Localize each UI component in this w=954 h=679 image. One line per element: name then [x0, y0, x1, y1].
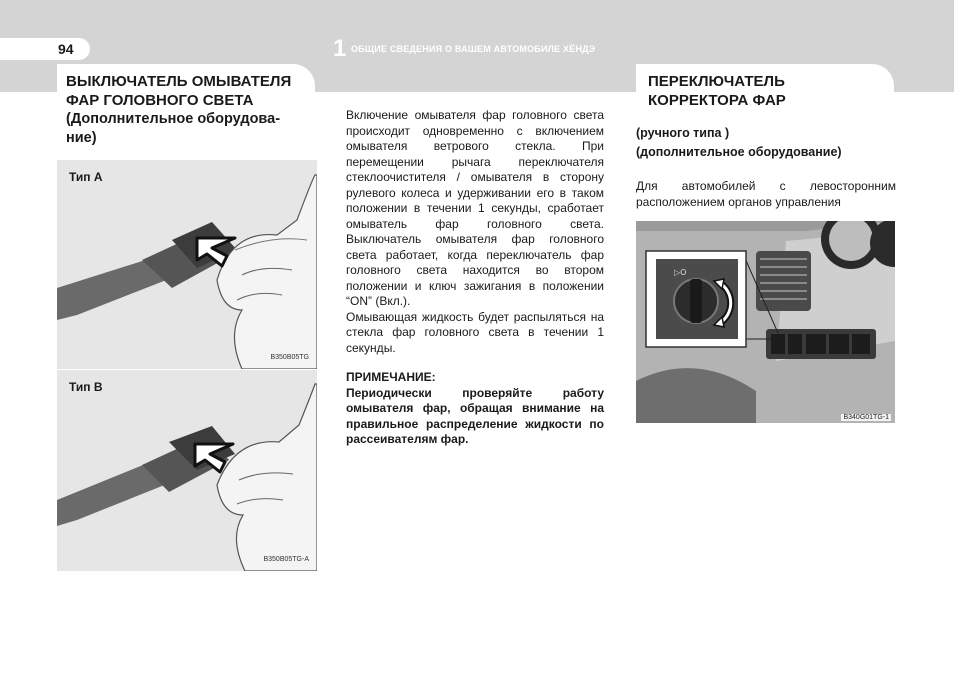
wiper-stalk-illustration-a	[57, 160, 317, 369]
right-title-line: ПЕРЕКЛЮЧАТЕЛЬ	[648, 73, 785, 90]
body-paragraph: Включение омывателя фар головного света происходит одновременно с включением омывателя ветрового стекла. При перемещении рычага переключателя стеклоочистителя / омывателя в сторону рулевого колеса и удерживании его в таком положении в течении 1 секунды, сработает омыватель фар головного света. Выключатель омывателя фар головного света работает, когда переключатель фар головного света находится во втором положении и ключ зажигания в положении “ON” (Вкл.).	[346, 108, 604, 308]
page-number-tab	[0, 38, 90, 60]
wiper-stalk-illustration-b	[57, 370, 317, 571]
chapter-title: ОБЩИЕ СВЕДЕНИЯ О ВАШЕМ АВТОМОБИЛЕ ХЁНДЭ	[351, 44, 596, 54]
middle-text-column	[346, 108, 604, 448]
figure-a-code: B350B05TG	[270, 354, 309, 361]
left-title-line: (Дополнительное оборудова-	[66, 111, 281, 127]
left-title-line: ние)	[66, 130, 97, 146]
note-body: Периодически проверяйте работу омывателя фар, обращая внимание на правильное распределение жидкости по рассеивателям фар.	[346, 385, 604, 446]
left-title-line: ВЫКЛЮЧАТЕЛЬ ОМЫВАТЕЛЯ	[66, 73, 292, 90]
photo-code: B340G01TG-1	[843, 414, 889, 421]
svg-text:▷O: ▷O	[674, 268, 687, 277]
figure-b-code: B350B05TG-A	[263, 556, 309, 563]
right-subtitle	[636, 124, 842, 162]
figure-type-b	[57, 370, 317, 571]
right-subtitle-line: (ручного типа )	[636, 126, 730, 140]
right-body-text: Для автомобилей с левосторонним расположением органов управления	[636, 179, 896, 209]
left-section-title	[66, 72, 316, 148]
note-heading: ПРИМЕЧАНИЕ:	[346, 370, 436, 384]
body-paragraph: Омывающая жидкость будет распыляться на стекла фар головного света в течении 1 секунды.	[346, 309, 604, 355]
right-subtitle-line: (дополнительное оборудование)	[636, 145, 842, 159]
dashboard-illustration	[636, 221, 895, 423]
headlight-leveling-photo	[636, 221, 895, 423]
left-title-line: ФАР ГОЛОВНОГО СВЕТА	[66, 92, 254, 109]
right-section-title	[648, 72, 888, 110]
right-title-line: КОРРЕКТОРА ФАР	[648, 92, 786, 109]
figure-type-a	[57, 160, 317, 369]
chapter-number: 1	[333, 35, 347, 62]
page-number: 94	[58, 41, 74, 57]
figure-a-label: Тип А	[69, 170, 103, 184]
figure-b-label: Тип В	[69, 380, 103, 394]
